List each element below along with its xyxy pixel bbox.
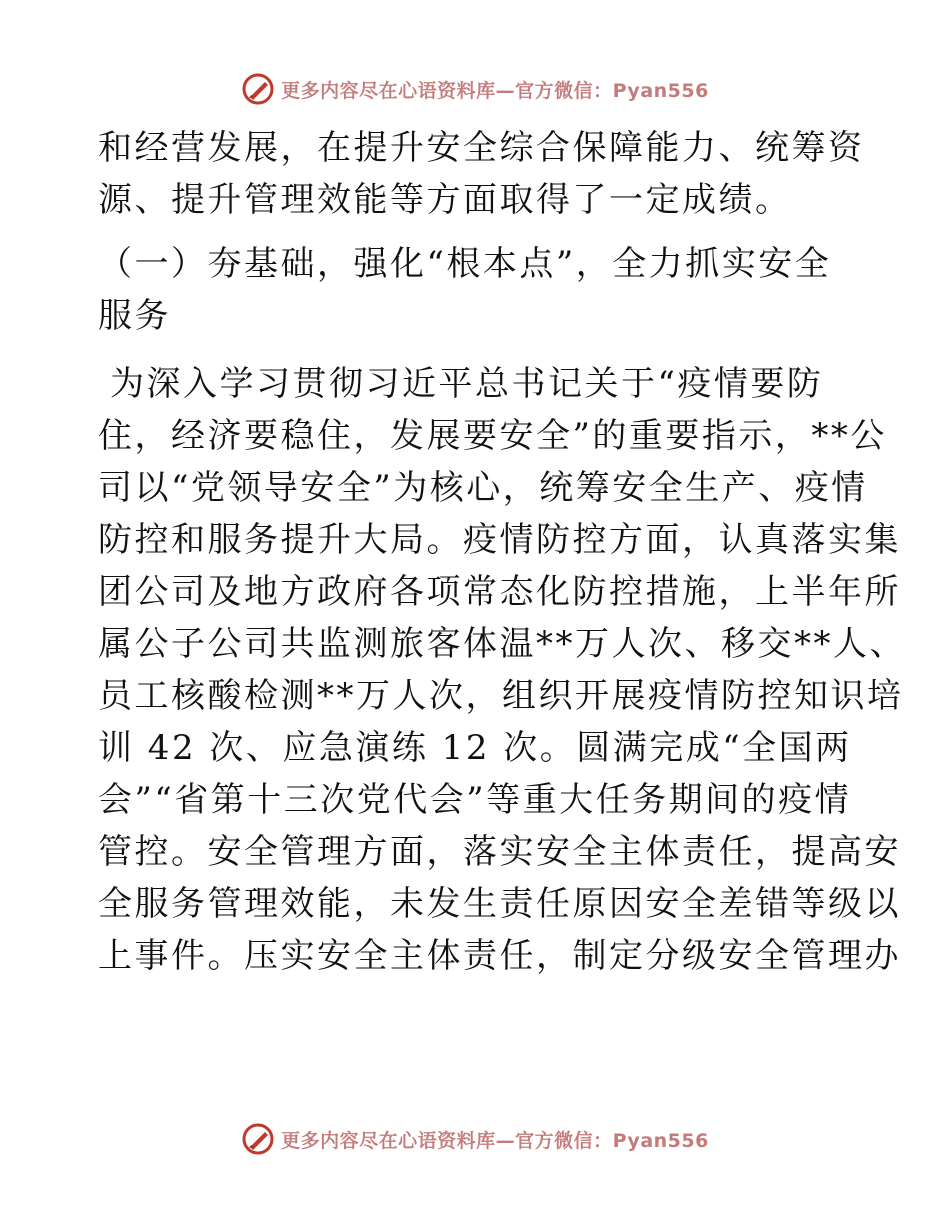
watermark-text: 更多内容尽在心语资料库—官方微信：Pyan556: [281, 79, 709, 102]
text-line: 防控和服务提升大局。疫情防控方面，认真落实集: [98, 520, 901, 560]
text-line: 会”“省第十三次党代会”等重大任务期间的疫情: [98, 780, 852, 820]
text-line: 员工核酸检测**万人次，组织开展疫情防控知识培: [98, 676, 904, 716]
text-line: 属公子公司共监测旅客体温**万人次、移交**人、: [98, 624, 906, 664]
text-line: 住，经济要稳住，发展要安全”的重要指示，**公: [98, 416, 887, 456]
text-line: 司以“党领导安全”为核心，统筹安全生产、疫情: [98, 468, 868, 508]
section-heading-line: 服务: [98, 296, 171, 336]
pen-logo-icon: [241, 1122, 275, 1156]
text-line: 和经营发展，在提升安全综合保障能力、统筹资: [98, 128, 865, 168]
watermark-footer: [0, 1122, 950, 1156]
document-body: [98, 122, 906, 982]
text-line: 全服务管理效能，未发生责任原因安全差错等级以: [98, 884, 901, 924]
text-line: 训 42 次、应急演练 12 次。圆满完成“全国两: [98, 728, 852, 768]
text-line: 上事件。压实安全主体责任，制定分级安全管理办: [98, 936, 901, 976]
section-heading-line: （一）夯基础，强化“根本点”，全力抓实安全: [98, 244, 832, 284]
text-line: 为深入学习贯彻习近平总书记关于“疫情要防: [110, 364, 824, 404]
text-line: 团公司及地方政府各项常态化防控措施，上半年所: [98, 572, 901, 612]
watermark-header: [0, 72, 950, 106]
text-line: 管控。安全管理方面，落实安全主体责任，提高安: [98, 832, 901, 872]
watermark-text: 更多内容尽在心语资料库—官方微信：Pyan556: [281, 1129, 709, 1152]
pen-logo-icon: [241, 72, 275, 106]
text-line: 源、提升管理效能等方面取得了一定成绩。: [98, 180, 792, 220]
